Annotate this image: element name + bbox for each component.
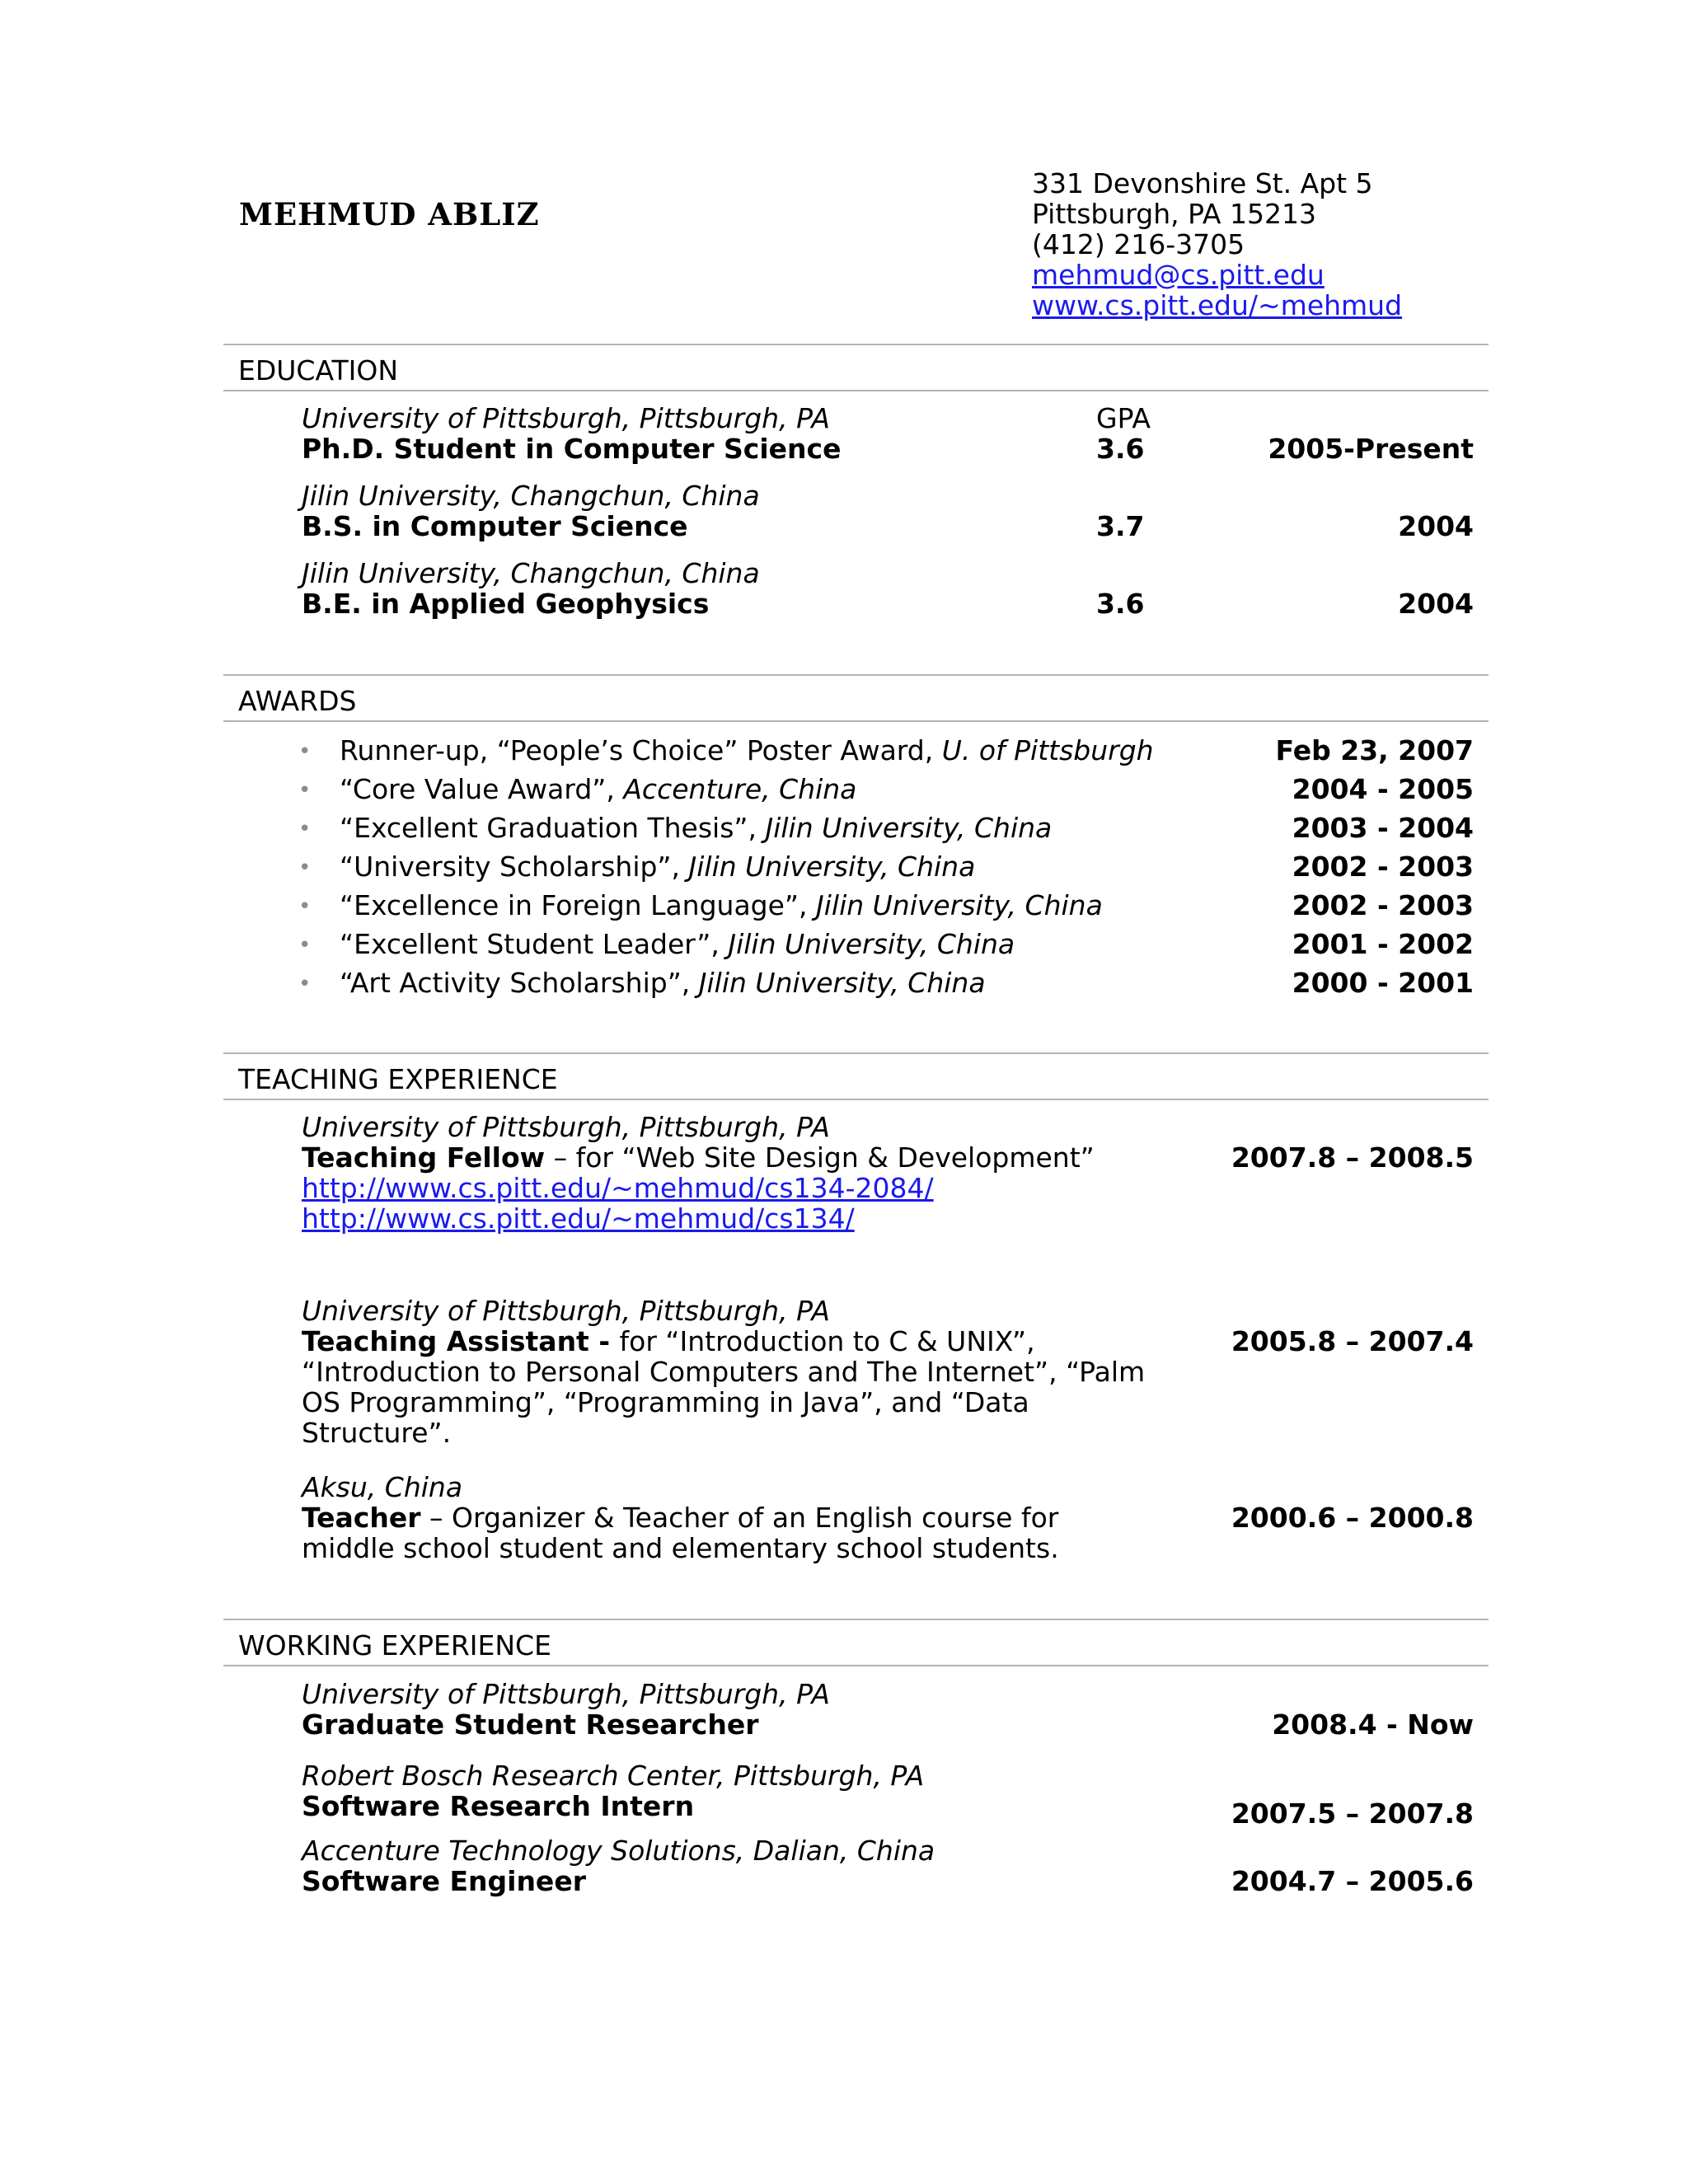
award-org: Jilin University, China bbox=[816, 889, 1103, 921]
job-date: 2004.7 – 2005.6 bbox=[1231, 1865, 1474, 1897]
bullet-icon: • bbox=[298, 972, 312, 996]
awards-section-header bbox=[223, 674, 1489, 722]
education-date: 2005-Present bbox=[1268, 433, 1474, 465]
contact-block bbox=[1032, 168, 1402, 321]
degree-name: B.E. in Applied Geophysics bbox=[302, 588, 710, 620]
teaching-date: 2007.8 – 2008.5 bbox=[1231, 1141, 1474, 1174]
award-title: “Excellent Graduation Thesis”, bbox=[340, 812, 766, 844]
school-name: Jilin University, Changchun, China bbox=[302, 480, 760, 512]
teaching-description: – Organizer & Teacher of an English course for bbox=[420, 1502, 1059, 1534]
award-title: Runner-up, “People’s Choice” Poster Award, bbox=[340, 734, 942, 766]
award-date: 2002 - 2003 bbox=[1292, 889, 1474, 921]
award-title: “Excellence in Foreign Language”, bbox=[340, 889, 816, 921]
teaching-entry bbox=[302, 1296, 1474, 1452]
course-link[interactable]: http://www.cs.pitt.edu/~mehmud/cs134/ bbox=[302, 1202, 855, 1235]
education-date: 2004 bbox=[1398, 510, 1474, 542]
teaching-description: middle school student and elementary school students. bbox=[302, 1532, 1059, 1564]
award-org: Jilin University, China bbox=[765, 812, 1053, 844]
bullet-icon: • bbox=[298, 817, 312, 841]
teaching-entry bbox=[302, 1112, 1474, 1235]
employer-name: University of Pittsburgh, Pittsburgh, PA bbox=[302, 1678, 830, 1710]
gpa-value: 3.6 bbox=[1096, 588, 1145, 620]
teaching-place: Aksu, China bbox=[302, 1471, 463, 1503]
award-date: 2004 - 2005 bbox=[1292, 773, 1474, 805]
education-date: 2004 bbox=[1398, 588, 1474, 620]
working-entry bbox=[302, 1679, 1474, 1741]
teaching-role: Teacher bbox=[302, 1502, 421, 1534]
job-title: Software Engineer bbox=[302, 1865, 586, 1897]
teaching-place: University of Pittsburgh, Pittsburgh, PA bbox=[302, 1295, 830, 1327]
award-date: 2000 - 2001 bbox=[1292, 967, 1474, 999]
award-org: Jilin University, China bbox=[688, 851, 976, 883]
gpa-label: GPA bbox=[1096, 402, 1151, 434]
teaching-date: 2005.8 – 2007.4 bbox=[1231, 1325, 1474, 1357]
education-entry bbox=[302, 403, 1474, 466]
award-item bbox=[298, 967, 1474, 1000]
award-title: “University Scholarship”, bbox=[340, 851, 689, 883]
section-title: EDUCATION bbox=[238, 354, 399, 387]
award-date: 2002 - 2003 bbox=[1292, 851, 1474, 883]
award-item bbox=[298, 928, 1474, 961]
job-title: Graduate Student Researcher bbox=[302, 1708, 759, 1741]
award-org: U. of Pittsburgh bbox=[941, 734, 1154, 766]
phone-number: (412) 216-3705 bbox=[1032, 228, 1245, 260]
teaching-date: 2000.6 – 2000.8 bbox=[1231, 1502, 1474, 1534]
employer-name: Robert Bosch Research Center, Pittsburgh, PA bbox=[302, 1760, 925, 1792]
award-date: 2001 - 2002 bbox=[1292, 928, 1474, 960]
teaching-description: OS Programming”, “Programming in Java”, and “Data bbox=[302, 1386, 1029, 1418]
award-title: “Excellent Student Leader”, bbox=[340, 928, 729, 960]
award-item bbox=[298, 773, 1474, 806]
address-line-2: Pittsburgh, PA 15213 bbox=[1032, 198, 1316, 230]
teaching-entry bbox=[302, 1472, 1474, 1566]
section-title: WORKING EXPERIENCE bbox=[238, 1629, 551, 1661]
award-title: “Core Value Award”, bbox=[340, 773, 624, 805]
bullet-icon: • bbox=[298, 933, 312, 958]
address-line-1: 331 Devonshire St. Apt 5 bbox=[1032, 167, 1373, 199]
teaching-description: “Introduction to Personal Computers and The Internet”, “Palm bbox=[302, 1356, 1146, 1388]
education-entry bbox=[302, 558, 1474, 621]
education-section-header bbox=[223, 344, 1489, 391]
course-link[interactable]: http://www.cs.pitt.edu/~mehmud/cs134-2084/ bbox=[302, 1172, 934, 1204]
teaching-description: for “Introduction to C & UNIX”, bbox=[619, 1325, 1035, 1357]
email-link[interactable]: mehmud@cs.pitt.edu bbox=[1032, 259, 1325, 291]
employer-name: Accenture Technology Solutions, Dalian, China bbox=[302, 1835, 935, 1867]
job-date: 2008.4 - Now bbox=[1272, 1708, 1474, 1741]
award-org: Jilin University, China bbox=[728, 928, 1015, 960]
award-date: Feb 23, 2007 bbox=[1275, 734, 1474, 766]
section-title: TEACHING EXPERIENCE bbox=[238, 1063, 558, 1095]
website-link[interactable]: www.cs.pitt.edu/~mehmud bbox=[1032, 289, 1403, 321]
award-item bbox=[298, 734, 1474, 767]
school-name: Jilin University, Changchun, China bbox=[302, 557, 760, 589]
bullet-icon: • bbox=[298, 739, 312, 764]
award-item bbox=[298, 851, 1474, 883]
award-org: Jilin University, China bbox=[698, 967, 986, 999]
school-name: University of Pittsburgh, Pittsburgh, PA bbox=[302, 402, 830, 434]
teaching-description: – for “Web Site Design & Development” bbox=[545, 1141, 1095, 1174]
bullet-icon: • bbox=[298, 778, 312, 803]
bullet-icon: • bbox=[298, 894, 312, 919]
gpa-value: 3.6 bbox=[1096, 433, 1145, 465]
gpa-value: 3.7 bbox=[1096, 510, 1145, 542]
teaching-place: University of Pittsburgh, Pittsburgh, PA bbox=[302, 1111, 830, 1143]
job-title: Software Research Intern bbox=[302, 1790, 695, 1822]
degree-name: B.S. in Computer Science bbox=[302, 510, 688, 542]
teaching-role: Teaching Assistant - bbox=[302, 1325, 620, 1357]
award-title: “Art Activity Scholarship”, bbox=[340, 967, 699, 999]
job-date: 2007.5 – 2007.8 bbox=[1231, 1797, 1474, 1830]
education-entry bbox=[302, 480, 1474, 543]
working-entry bbox=[302, 1835, 1474, 1898]
section-title: AWARDS bbox=[238, 685, 357, 717]
award-item bbox=[298, 812, 1474, 845]
award-org: Accenture, China bbox=[623, 773, 857, 805]
working-section-header bbox=[223, 1619, 1489, 1666]
degree-name: Ph.D. Student in Computer Science bbox=[302, 433, 842, 465]
award-date: 2003 - 2004 bbox=[1292, 812, 1474, 844]
teaching-section-header bbox=[223, 1052, 1489, 1100]
bullet-icon: • bbox=[298, 855, 312, 880]
teaching-role: Teaching Fellow bbox=[302, 1141, 546, 1174]
award-item bbox=[298, 889, 1474, 922]
working-entry bbox=[302, 1760, 1474, 1830]
teaching-description: Structure”. bbox=[302, 1417, 452, 1449]
applicant-name: MEHMUD ABLIZ bbox=[239, 196, 540, 232]
